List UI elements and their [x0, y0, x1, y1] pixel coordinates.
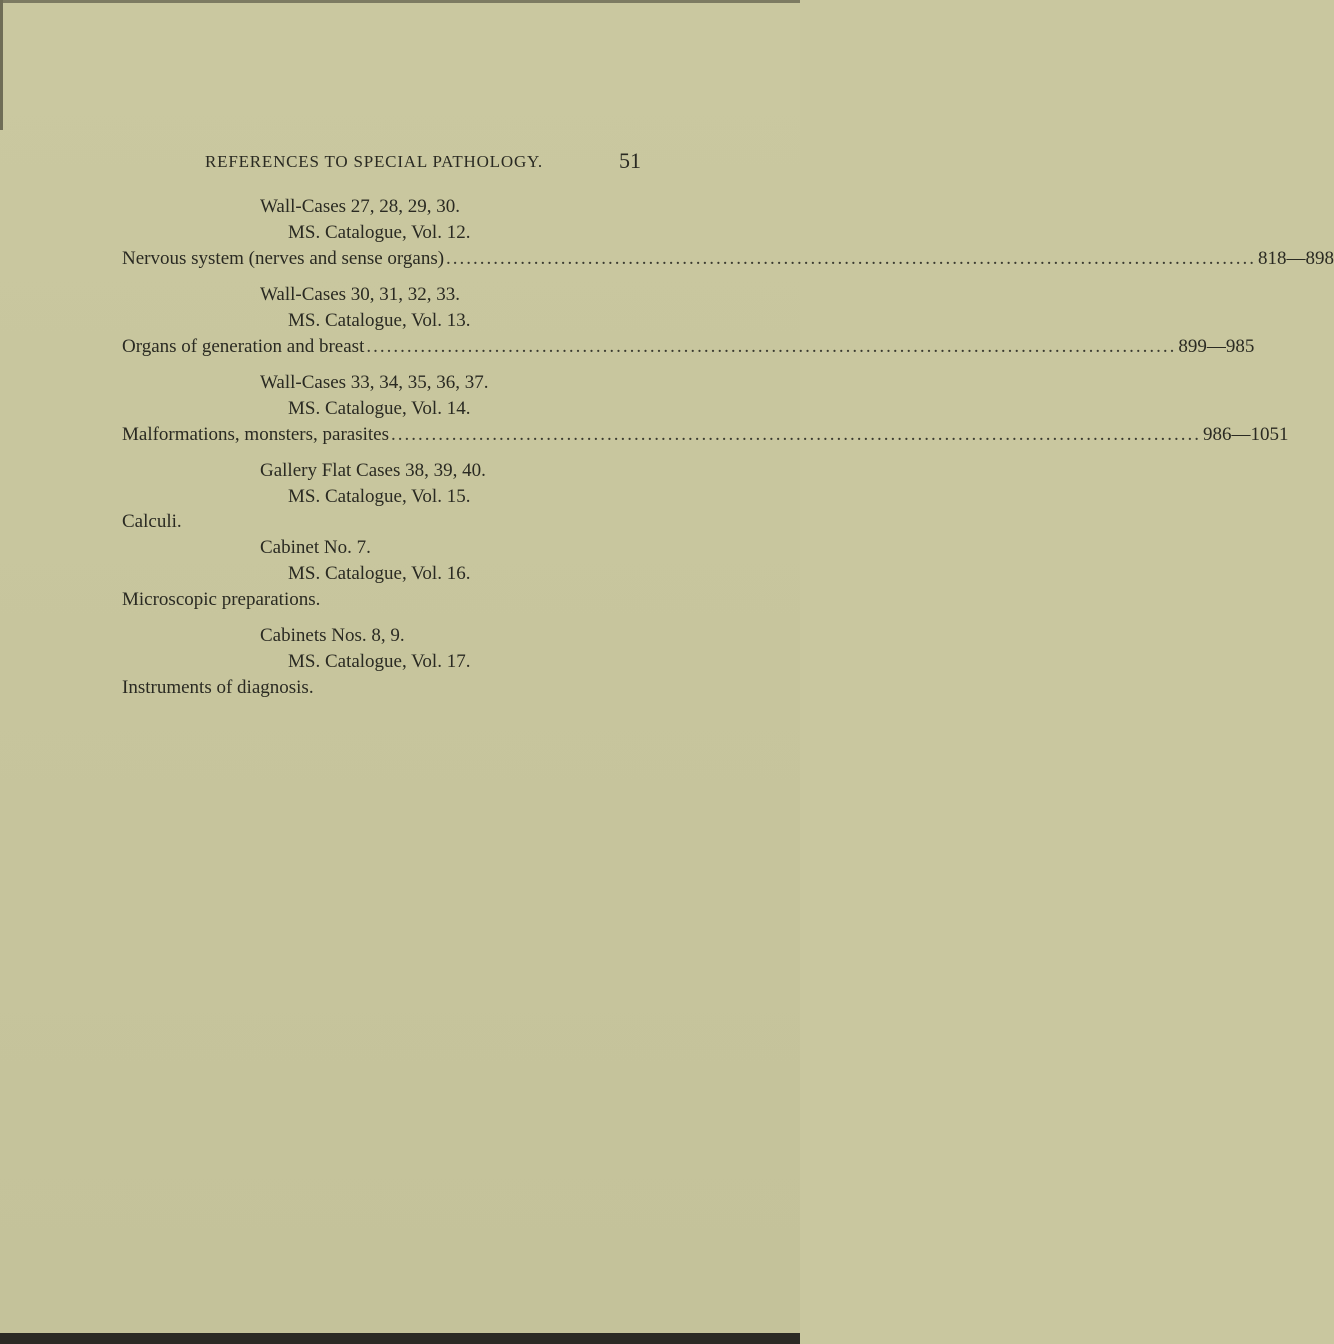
section-6-catalogue: MS. Catalogue, Vol. 17.: [288, 651, 471, 672]
section-5-wall-cases: Cabinet No. 7.: [260, 537, 371, 558]
section-3-heading: Malformations, monsters, parasites: [122, 424, 390, 445]
section-1-catalogue: MS. Catalogue, Vol. 12.: [288, 222, 471, 243]
section-1-wall-cases: Wall-Cases 27, 28, 29, 30.: [260, 196, 461, 217]
section-2-range: 899—985: [1178, 336, 1255, 357]
section-3-range: 986—1051: [1203, 424, 1289, 445]
section-5-heading: Microscopic preparations.: [122, 589, 321, 610]
dot-leader: ........................................................................................................................: [366, 336, 1177, 357]
section-3-entry: [122, 423, 1289, 447]
page-left-edge: [0, 0, 3, 130]
header-title: REFERENCES TO SPECIAL PATHOLOGY.: [205, 152, 543, 171]
page-number: 51: [619, 148, 641, 173]
section-2-catalogue: MS. Catalogue, Vol. 13.: [288, 310, 471, 331]
section-6-wall-cases: Cabinets Nos. 8, 9.: [260, 625, 405, 646]
section-5-catalogue: MS. Catalogue, Vol. 16.: [288, 563, 471, 584]
dot-leader: ........................................................................................................................: [391, 424, 1202, 445]
section-1-range: 818—898: [1258, 248, 1334, 269]
section-4-heading: Calculi.: [122, 511, 182, 532]
page-bottom-edge: [0, 1333, 800, 1344]
section-1-entry: [122, 247, 1334, 271]
section-3-catalogue: MS. Catalogue, Vol. 14.: [288, 398, 471, 419]
section-2-entry: [122, 335, 1255, 359]
section-2-wall-cases: Wall-Cases 30, 31, 32, 33.: [260, 284, 461, 305]
section-3-wall-cases: Wall-Cases 33, 34, 35, 36, 37.: [260, 372, 489, 393]
section-4-wall-cases: Gallery Flat Cases 38, 39, 40.: [260, 460, 486, 481]
dot-leader: ........................................................................................................................: [446, 248, 1257, 269]
section-6-heading: Instruments of diagnosis.: [122, 677, 314, 698]
running-header: [205, 148, 685, 178]
section-4-catalogue: MS. Catalogue, Vol. 15.: [288, 486, 471, 507]
section-2-heading: Organs of generation and breast: [122, 336, 365, 357]
page-top-edge: [0, 0, 800, 3]
section-1-heading: Nervous system (nerves and sense organs): [122, 248, 445, 269]
